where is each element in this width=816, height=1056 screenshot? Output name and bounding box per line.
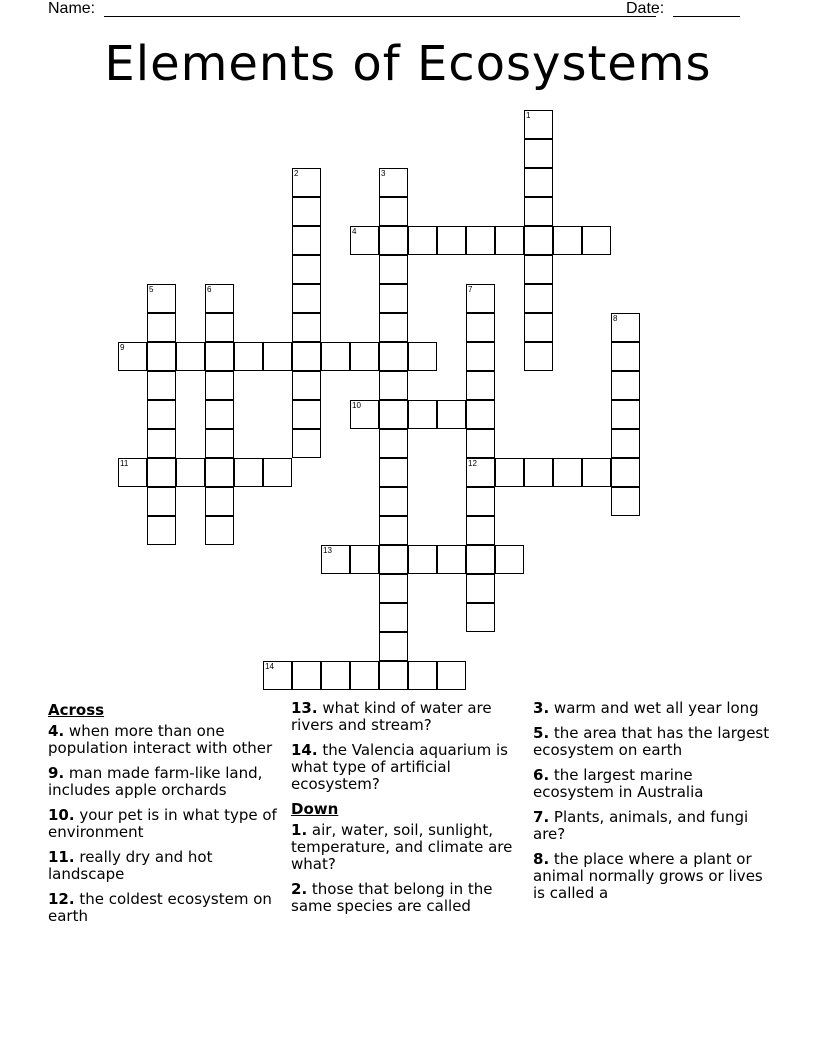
grid-cell[interactable] <box>495 545 524 574</box>
grid-cell[interactable] <box>292 661 321 690</box>
clue-down-1: 1. air, water, soil, sunlight, temperature, and climate are what? <box>291 821 513 873</box>
grid-cell[interactable] <box>524 226 553 255</box>
grid-cell[interactable] <box>292 342 321 371</box>
clue-number: 8 <box>533 850 544 868</box>
cell-number: 8 <box>613 314 618 323</box>
grid-cell[interactable] <box>205 516 234 545</box>
clue-text: the Valencia aquarium is what type of artificial ecosystem? <box>291 741 508 793</box>
grid-cell[interactable] <box>147 429 176 458</box>
grid-cell[interactable] <box>582 226 611 255</box>
grid-cell[interactable] <box>147 313 176 342</box>
grid-cell[interactable] <box>205 429 234 458</box>
grid-cell[interactable] <box>321 661 350 690</box>
grid-cell[interactable] <box>147 284 176 313</box>
grid-cell[interactable] <box>466 487 495 516</box>
grid-cell[interactable] <box>292 400 321 429</box>
grid-cell[interactable] <box>379 313 408 342</box>
grid-cell[interactable] <box>466 342 495 371</box>
grid-cell[interactable] <box>292 313 321 342</box>
grid-cell[interactable] <box>147 342 176 371</box>
grid-cell[interactable] <box>466 458 495 487</box>
clue-text: Plants, animals, and fungi are? <box>533 808 749 843</box>
grid-cell[interactable] <box>408 226 437 255</box>
clue-number: 14 <box>291 741 312 759</box>
grid-cell[interactable] <box>350 226 379 255</box>
grid-cell[interactable] <box>379 255 408 284</box>
grid-cell[interactable] <box>408 342 437 371</box>
grid-cell[interactable] <box>205 284 234 313</box>
cell-number: 4 <box>352 227 357 236</box>
grid-cell[interactable] <box>524 110 553 139</box>
clue-across-12: 12. the coldest ecosystem on earth <box>48 890 272 925</box>
grid-cell[interactable] <box>466 516 495 545</box>
grid-cell[interactable] <box>263 458 292 487</box>
clue-number: 10 <box>48 806 69 824</box>
grid-cell[interactable] <box>205 371 234 400</box>
cell-number: 11 <box>120 459 129 468</box>
clue-down-8: 8. the place where a plant or animal normally grows or lives is called a <box>533 850 763 902</box>
grid-cell[interactable] <box>205 313 234 342</box>
cell-number: 7 <box>468 285 473 294</box>
cell-number: 2 <box>294 169 299 178</box>
grid-cell[interactable] <box>437 661 466 690</box>
grid-cell[interactable] <box>292 168 321 197</box>
grid-cell[interactable] <box>611 371 640 400</box>
clue-text: really dry and hot landscape <box>48 848 213 883</box>
clue-number: 4 <box>48 722 59 740</box>
clue-number: 5 <box>533 724 544 742</box>
grid-cell[interactable] <box>379 400 408 429</box>
grid-cell[interactable] <box>147 400 176 429</box>
cell-number: 10 <box>352 401 361 410</box>
clue-number: 9 <box>48 764 59 782</box>
clue-across-9: 9. man made farm-like land, includes apple orchards <box>48 764 263 799</box>
clue-number: 6 <box>533 766 544 784</box>
grid-cell[interactable] <box>147 458 176 487</box>
clue-text: those that belong in the same species are called <box>291 880 493 915</box>
grid-cell[interactable] <box>524 197 553 226</box>
grid-cell[interactable] <box>466 429 495 458</box>
clue-number: 13 <box>291 699 312 717</box>
grid-cell[interactable] <box>379 632 408 661</box>
cell-number: 5 <box>149 285 154 294</box>
clue-number: 12 <box>48 890 69 908</box>
clue-number: 11 <box>48 848 69 866</box>
grid-cell[interactable] <box>408 545 437 574</box>
name-label: Name: <box>48 0 96 17</box>
grid-cell[interactable] <box>379 603 408 632</box>
clue-text: the place where a plant or animal normally grows or lives is called a <box>533 850 763 902</box>
grid-cell[interactable] <box>292 255 321 284</box>
grid-cell[interactable] <box>408 400 437 429</box>
cell-number: 14 <box>265 662 274 671</box>
grid-cell[interactable] <box>379 197 408 226</box>
grid-cell[interactable] <box>611 400 640 429</box>
clue-number: 7 <box>533 808 544 826</box>
cell-number: 6 <box>207 285 212 294</box>
grid-cell[interactable] <box>292 226 321 255</box>
grid-cell[interactable] <box>466 313 495 342</box>
grid-cell[interactable] <box>466 371 495 400</box>
grid-cell[interactable] <box>263 342 292 371</box>
clue-across-10: 10. your pet is in what type of environment <box>48 806 277 841</box>
grid-cell[interactable] <box>437 545 466 574</box>
grid-cell[interactable] <box>292 371 321 400</box>
clue-across-13: 13. what kind of water are rivers and stream? <box>291 699 492 734</box>
grid-cell[interactable] <box>437 400 466 429</box>
clue-text: the area that has the largest ecosystem on earth <box>533 724 770 759</box>
grid-cell[interactable] <box>611 458 640 487</box>
grid-cell[interactable] <box>263 661 292 690</box>
clue-text: air, water, soil, sunlight, temperature, and climate are what? <box>291 821 513 873</box>
grid-cell[interactable] <box>350 545 379 574</box>
grid-cell[interactable] <box>118 342 147 371</box>
grid-cell[interactable] <box>176 342 205 371</box>
clue-text: the largest marine ecosystem in Australia <box>533 766 704 801</box>
grid-cell[interactable] <box>466 226 495 255</box>
clue-down-5: 5. the area that has the largest ecosystem on earth <box>533 724 770 759</box>
grid-cell[interactable] <box>321 342 350 371</box>
grid-cell[interactable] <box>379 371 408 400</box>
grid-cell[interactable] <box>292 284 321 313</box>
cell-number: 1 <box>526 111 531 120</box>
grid-cell[interactable] <box>582 458 611 487</box>
grid-cell[interactable] <box>379 342 408 371</box>
grid-cell[interactable] <box>611 429 640 458</box>
grid-cell[interactable] <box>437 226 466 255</box>
clue-number: 3 <box>533 699 544 717</box>
clue-text: warm and wet all year long <box>553 699 759 717</box>
grid-cell[interactable] <box>466 574 495 603</box>
clue-down-7: 7. Plants, animals, and fungi are? <box>533 808 749 843</box>
grid-cell[interactable] <box>524 313 553 342</box>
grid-cell[interactable] <box>495 226 524 255</box>
down-heading: Down <box>291 800 339 818</box>
grid-cell[interactable] <box>466 603 495 632</box>
grid-cell[interactable] <box>466 545 495 574</box>
clue-number: 2 <box>291 880 302 898</box>
grid-cell[interactable] <box>176 458 205 487</box>
grid-cell[interactable] <box>379 661 408 690</box>
cell-number: 3 <box>381 169 386 178</box>
grid-cell[interactable] <box>379 168 408 197</box>
grid-cell[interactable] <box>292 197 321 226</box>
grid-cell[interactable] <box>379 284 408 313</box>
grid-cell[interactable] <box>524 168 553 197</box>
clues-column-2 <box>291 700 526 923</box>
grid-cell[interactable] <box>379 487 408 516</box>
grid-cell[interactable] <box>147 516 176 545</box>
clue-number: 1 <box>291 821 302 839</box>
clue-down-3: 3. warm and wet all year long <box>533 699 759 717</box>
clue-across-14: 14. the Valencia aquarium is what type of artificial ecosystem? <box>291 741 508 793</box>
clue-text: man made farm-like land, includes apple orchards <box>48 764 263 799</box>
grid-cell[interactable] <box>553 458 582 487</box>
clues-column-3 <box>533 700 773 910</box>
grid-cell[interactable] <box>379 429 408 458</box>
clue-text: the coldest ecosystem on earth <box>48 890 272 925</box>
grid-cell[interactable] <box>408 661 437 690</box>
grid-cell[interactable] <box>466 284 495 313</box>
grid-cell[interactable] <box>466 400 495 429</box>
clue-across-11: 11. really dry and hot landscape <box>48 848 213 883</box>
clue-text: what kind of water are rivers and stream? <box>291 699 492 734</box>
cell-number: 12 <box>468 459 477 468</box>
grid-cell[interactable] <box>553 226 582 255</box>
cell-number: 9 <box>120 343 125 352</box>
grid-cell[interactable] <box>234 458 263 487</box>
across-heading: Across <box>48 701 105 719</box>
grid-cell[interactable] <box>524 342 553 371</box>
grid-cell[interactable] <box>379 545 408 574</box>
grid-cell[interactable] <box>379 574 408 603</box>
grid-cell[interactable] <box>379 458 408 487</box>
grid-cell[interactable] <box>611 487 640 516</box>
grid-cell[interactable] <box>524 139 553 168</box>
grid-cell[interactable] <box>147 487 176 516</box>
cell-number: 13 <box>323 546 332 555</box>
grid-cell[interactable] <box>205 487 234 516</box>
page-title: Elements of Ecosystems <box>104 36 712 92</box>
date-label: Date: <box>626 0 665 17</box>
grid-cell[interactable] <box>524 284 553 313</box>
grid-cell[interactable] <box>524 458 553 487</box>
grid-cell[interactable] <box>611 313 640 342</box>
grid-cell[interactable] <box>350 661 379 690</box>
clue-text: when more than one population interact with other <box>48 722 273 757</box>
grid-cell[interactable] <box>350 400 379 429</box>
grid-cell[interactable] <box>495 458 524 487</box>
clues-column-1 <box>48 700 288 933</box>
grid-cell[interactable] <box>321 545 350 574</box>
grid-cell[interactable] <box>292 429 321 458</box>
grid-cell[interactable] <box>379 516 408 545</box>
grid-cell[interactable] <box>118 458 147 487</box>
grid-cell[interactable] <box>524 255 553 284</box>
clue-down-6: 6. the largest marine ecosystem in Australia <box>533 766 704 801</box>
clue-across-4: 4. when more than one population interact with other <box>48 722 273 757</box>
grid-cell[interactable] <box>234 342 263 371</box>
grid-cell[interactable] <box>205 458 234 487</box>
grid-cell[interactable] <box>205 342 234 371</box>
clue-down-2: 2. those that belong in the same species are called <box>291 880 493 915</box>
grid-cell[interactable] <box>205 400 234 429</box>
grid-cell[interactable] <box>350 342 379 371</box>
grid-cell[interactable] <box>147 371 176 400</box>
clue-text: your pet is in what type of environment <box>48 806 277 841</box>
grid-cell[interactable] <box>379 226 408 255</box>
grid-cell[interactable] <box>611 342 640 371</box>
